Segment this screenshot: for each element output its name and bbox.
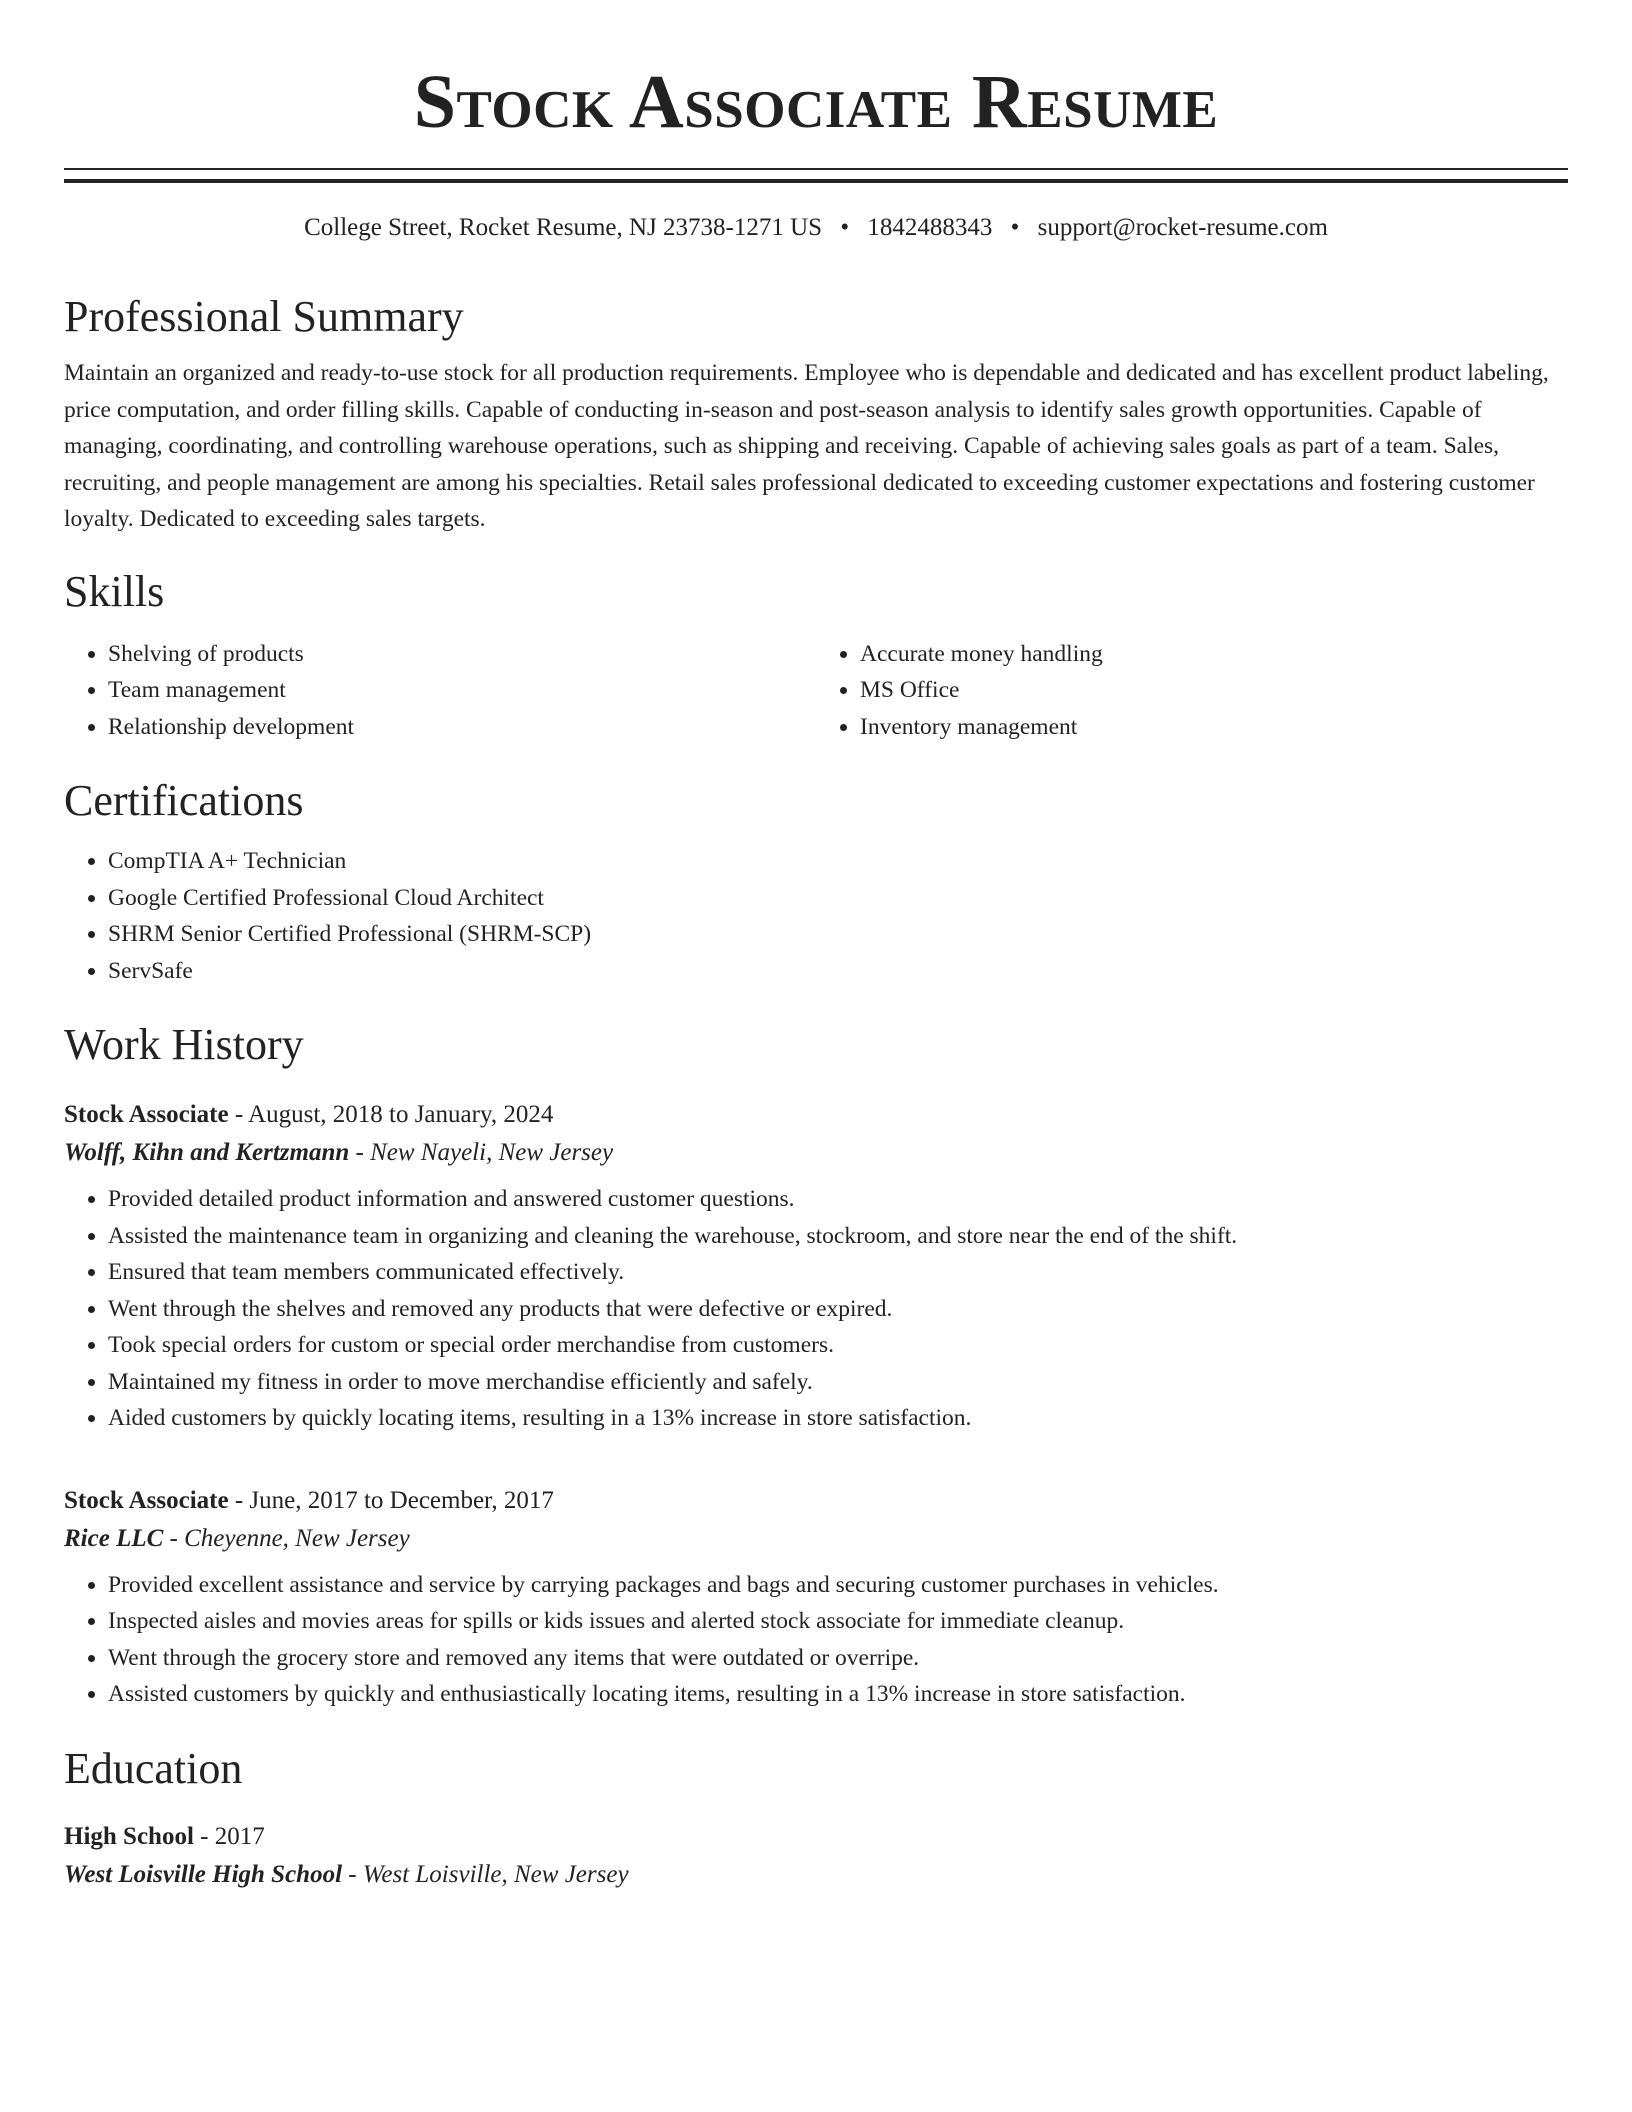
certifications-list [64, 843, 1568, 989]
job-duty: • Ensured that team members communicated effectively. [108, 1254, 1568, 1291]
skill-item: • Accurate money handling [860, 636, 1568, 673]
job-company: Rice LLC [64, 1524, 164, 1552]
title-divider [64, 168, 1568, 183]
job-title-line [64, 1483, 1568, 1519]
contact-separator: • [1010, 214, 1020, 241]
skill-item: • Inventory management [860, 709, 1568, 746]
job-duty: • Provided detailed product information and answered customer questions. [108, 1181, 1568, 1218]
job-role: Stock Associate [64, 1486, 229, 1514]
job-role: Stock Associate [64, 1101, 229, 1128]
job-duty: • Inspected aisles and movies areas for spills or kids issues and alerted stock associate for immediate cleanup. [108, 1603, 1568, 1640]
employer-line [64, 1519, 1568, 1559]
job-dates: June, 2017 to December, 2017 [249, 1486, 554, 1514]
work-history-heading: Work History [64, 1020, 304, 1069]
summary-text: Maintain an organized and ready-to-use stock for all production requirements. Employee who is dependable and dedicated and has excellent product labeling, price computation, and order filling skills. Capable of conducting in-season and post-season analysis to identify sales growth opportunities. Capable of managing, coordinating, and controlling warehouse operations, such as shipping and receiving. Capable of achieving sales goals as part of a team. Sales, recruiting, and people management are among his specialties. Retail sales professional dedicated to exceeding customer expectations and fostering customer loyalty. Dedicated to exceeding sales targets. [64, 360, 1549, 532]
job-entry [64, 1483, 1568, 1713]
contact-address: College Street, Rocket Resume, NJ 23738-1271 US [304, 214, 823, 241]
job-duty: • Provided excellent assistance and service by carrying packages and bags and securing customer purchases in vehicles. [108, 1567, 1568, 1604]
job-dates: August, 2018 to January, 2024 [248, 1101, 554, 1128]
dash-separator: - [228, 1101, 249, 1128]
education-year: 2017 [214, 1822, 265, 1850]
certification-item: • SHRM Senior Certified Professional (SHRM-SCP) [108, 916, 1568, 953]
job-duty: • Maintained my fitness in order to move merchandise efficiently and safely. [108, 1364, 1568, 1401]
skill-item: • MS Office [860, 672, 1568, 709]
job-duty: • Aided customers by quickly locating items, resulting in a 13% increase in store satisfaction. [108, 1400, 1568, 1437]
dash-separator: - [163, 1524, 185, 1552]
education-degree: High School [64, 1822, 194, 1850]
skills-columns [64, 636, 1568, 746]
skill-item: • Team management [108, 672, 816, 709]
contact-email: support@rocket-resume.com [1037, 214, 1328, 241]
job-location: Cheyenne, New Jersey [184, 1524, 410, 1552]
skill-item: • Shelving of products [108, 636, 816, 673]
employer-line [64, 1133, 1568, 1173]
resume-title: Stock Associate Resume [413, 60, 1219, 144]
job-duty: • Assisted customers by quickly and enthusiastically locating items, resulting in a 13% increase in store satisfaction. [108, 1676, 1568, 1713]
education-school-line [64, 1855, 1568, 1895]
skills-list-left [64, 636, 816, 746]
job-duty: • Took special orders for custom or special order merchandise from customers. [108, 1327, 1568, 1364]
dash-separator: - [228, 1486, 250, 1514]
job-title-line [64, 1097, 1568, 1133]
education-entry [64, 1819, 1568, 1895]
job-duties-list [64, 1181, 1568, 1437]
education-heading: Education [64, 1743, 243, 1793]
education-school: West Loisville High School [64, 1860, 343, 1888]
education-location: West Loisville, New Jersey [362, 1860, 629, 1888]
job-duty: • Went through the grocery store and removed any items that were outdated or overripe. [108, 1640, 1568, 1677]
certification-item: • CompTIA A+ Technician [108, 843, 1568, 880]
job-location: New Nayeli, New Jersey [370, 1139, 614, 1166]
dash-separator: - [349, 1139, 371, 1166]
contact-separator: • [840, 214, 850, 241]
education-degree-line [64, 1819, 1568, 1855]
certifications-heading: Certifications [64, 776, 304, 825]
skills-list-right [816, 636, 1568, 746]
contact-phone: 1842488343 [867, 214, 993, 241]
job-company: Wolff, Kihn and Kertzmann [64, 1139, 350, 1166]
job-duties-list [64, 1567, 1568, 1713]
job-duty: • Assisted the maintenance team in organizing and cleaning the warehouse, stockroom, and store near the end of the shift. [108, 1218, 1568, 1255]
dash-separator: - [342, 1860, 363, 1888]
certification-item: • Google Certified Professional Cloud Architect [108, 880, 1568, 917]
job-entry [64, 1097, 1568, 1437]
contact-line [64, 211, 1568, 245]
dash-separator: - [193, 1822, 215, 1850]
summary-heading: Professional Summary [64, 292, 464, 341]
job-duty: • Went through the shelves and removed any products that were defective or expired. [108, 1291, 1568, 1328]
certification-item: • ServSafe [108, 953, 1568, 990]
skills-heading: Skills [64, 566, 165, 616]
skill-item: • Relationship development [108, 709, 816, 746]
